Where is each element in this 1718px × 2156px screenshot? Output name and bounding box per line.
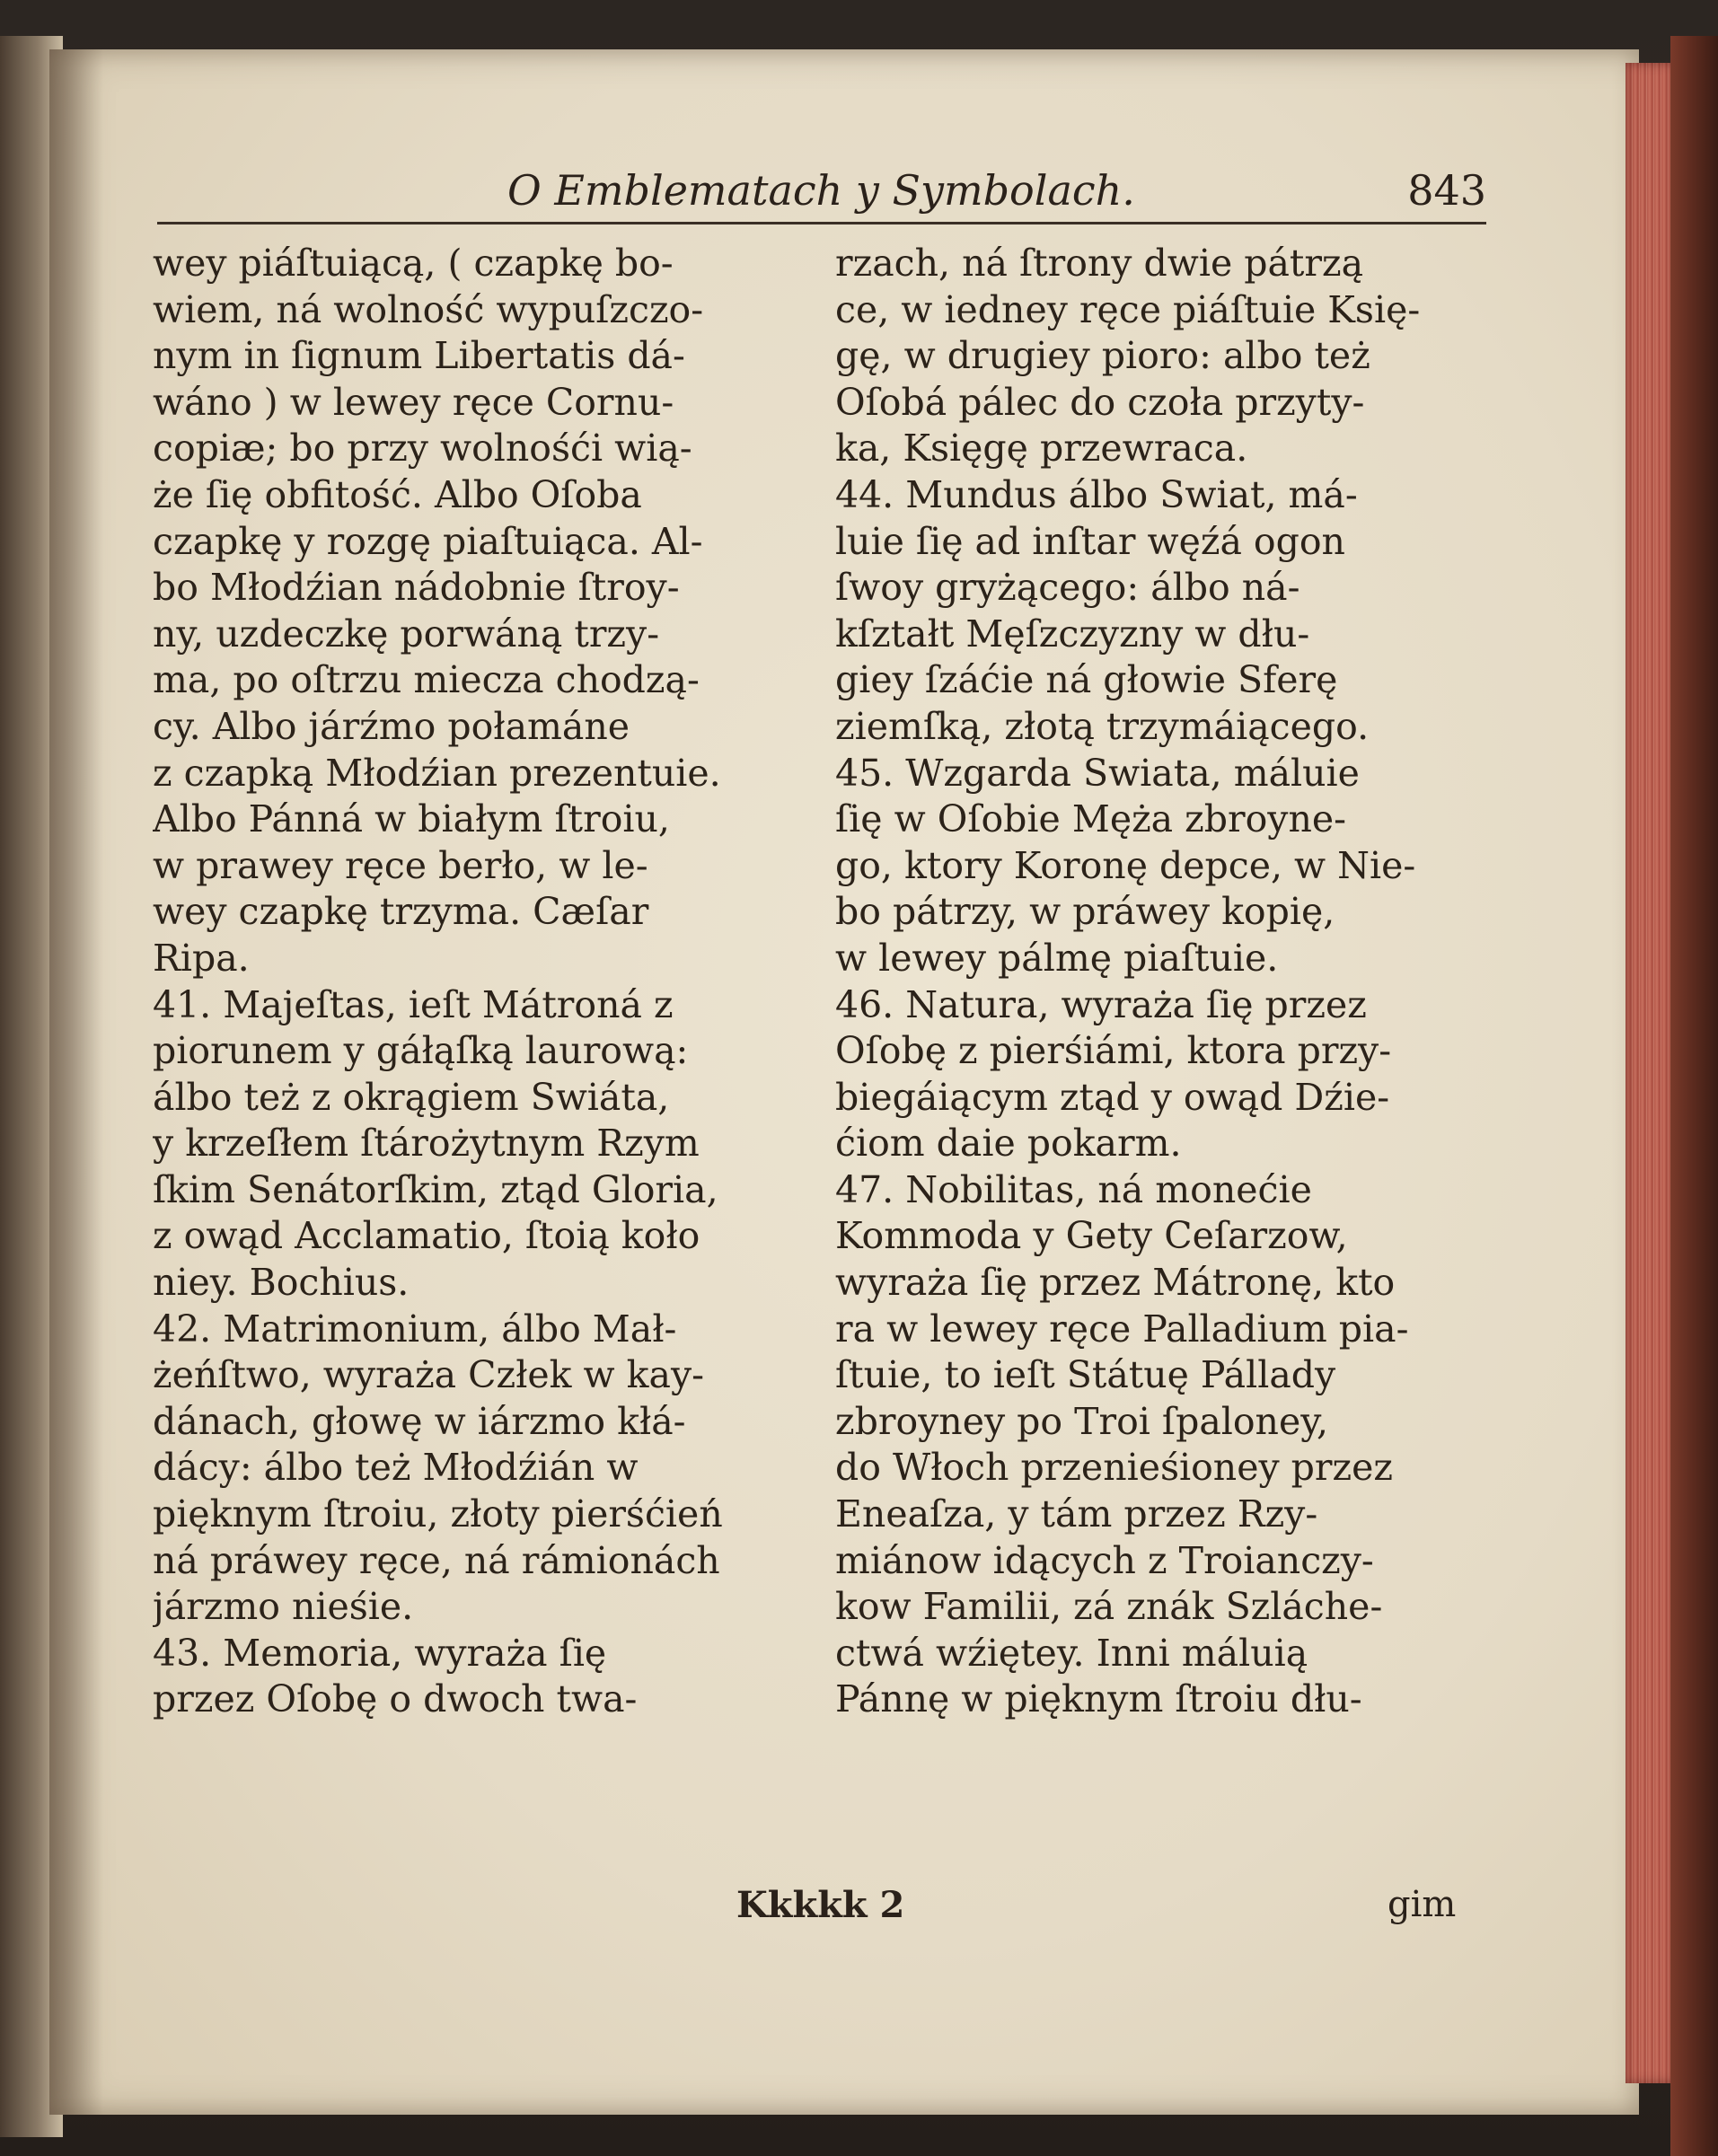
text-line: ce, w iedney ręce piáſtuie Księ- [835,287,1421,331]
text-line: biegáiącym ztąd y owąd Dźie- [835,1075,1390,1119]
text-line: w lewey pálmę piaſtuie. [835,936,1279,980]
page-block-edges [1625,63,1675,2083]
text-line: álbo też z okrągiem Swiáta, [153,1075,670,1119]
text-line: Ripa. [153,936,250,980]
running-title: O Emblematach y Symbolach. [507,166,1135,215]
text-line: 41. Majeſtas, ieſt Mátroná z [153,982,674,1026]
text-line: rzach, ná ſtrony dwie pátrzą [835,242,1364,285]
text-line: go, ktory Koronę depce, w Nie- [835,843,1416,887]
signature-mark: Kkkkk 2 [736,1884,905,1926]
text-line: 45. Wzgarda Swiata, máluie [835,751,1360,795]
text-line: 46. Natura, wyraża ſię przez [835,982,1367,1026]
text-line: ſwoy gryżącego: álbo ná- [835,566,1300,610]
text-line: czapkę y rozgę piaſtuiąca. Al- [153,519,703,563]
text-line: 47. Nobilitas, ná monećie [835,1167,1312,1211]
text-line: ka, Księgę przewraca. [835,427,1248,471]
text-line: miánow idących z Troianczy- [835,1538,1374,1582]
left-text-column [153,241,822,1723]
text-line: piorunem y gáłąſką laurową: [153,1029,689,1073]
text-line: Albo Pánná w białym ſtroiu, [153,797,670,841]
header-rule [157,222,1486,224]
text-line: cy. Albo járźmo połamáne [153,704,630,748]
right-text-column [835,241,1495,1723]
text-line: w prawey ręce berło, w le- [153,843,648,887]
book-cover-edge [1670,36,1718,2156]
text-line: Oſobá pálec do czoła przyty- [835,380,1365,424]
text-line: z owąd Acclamatio, ſtoią koło [153,1214,700,1258]
text-line: niey. Bochius. [153,1261,410,1305]
text-line: y krzeſłem ſtárożytnym Rzym [153,1122,700,1166]
text-line: ctwá wźiętey. Inni máluią [835,1631,1308,1675]
text-line: 42. Matrimonium, álbo Mał- [153,1307,677,1351]
text-line: kſztałt Męſzczyzny w dłu- [835,612,1310,656]
text-line: giey ſzáćie ná głowie Sferę [835,658,1338,702]
text-line: wyraża ſię przez Mátronę, kto [835,1261,1396,1305]
text-line: 44. Mundus álbo Swiat, má- [835,472,1358,516]
text-line: ſtuie, to ieſt Státuę Pállady [835,1353,1336,1397]
catchword: gim [1388,1884,1457,1925]
text-line: wiem, ná wolność wypuſzczo- [153,287,704,331]
text-line: wey piáſtuiącą, ( czapkę bo- [153,242,674,285]
gutter-shadow [49,49,103,2115]
text-line: Eneaſza, y tám przez Rzy- [835,1492,1318,1536]
text-line: ma, po oſtrzu miecza chodzą- [153,658,700,702]
text-line: z czapką Młodźian prezentuie. [153,751,721,795]
text-line: do Włoch przenieśioney przez [835,1446,1393,1490]
text-line: járzmo nieśie. [153,1585,414,1629]
text-line: żeńſtwo, wyraża Człek w kay- [153,1353,704,1397]
text-line: bo pátrzy, w práwey kopię, [835,890,1335,934]
text-line: ziemſką, złotą trzymáiącego. [835,704,1370,748]
text-line: przez Oſobę o dwoch twa- [153,1677,638,1721]
text-line: Pánnę w pięknym ſtroiu dłu- [835,1677,1362,1721]
text-line: ſię w Oſobie Męża zbroyne- [835,797,1346,841]
text-line: dánach, głowę w iárzmo kłá- [153,1399,686,1443]
text-line: gę, w drugiey pioro: albo też [835,334,1370,378]
text-line: Kommoda y Gety Ceſarzow, [835,1214,1348,1258]
text-line: bo Młodźian nádobnie ſtroy- [153,566,680,610]
text-line: ćiom daie pokarm. [835,1122,1182,1166]
text-line: wáno ) w lewey ręce Cornu- [153,380,674,424]
text-line: copiæ; bo przy wolnośći wią- [153,427,692,471]
text-line: ra w lewey ręce Palladium pia- [835,1307,1409,1351]
text-line: zbroyney po Troi ſpaloney, [835,1399,1328,1443]
text-line: kow Familii, zá znák Szláche- [835,1585,1383,1629]
text-line: luie ſię ad inſtar węźá ogon [835,519,1345,563]
text-line: Oſobę z pierśiámi, ktora przy- [835,1029,1392,1073]
text-line: ſkim Senátorſkim, ztąd Gloria, [153,1167,718,1211]
text-line: wey czapkę trzyma. Cæſar [153,890,649,934]
text-line: 43. Memoria, wyraża ſię [153,1631,607,1675]
text-line: ná práwey ręce, ná rámionách [153,1538,720,1582]
running-header [157,166,1486,229]
text-line: że ſię obfitość. Albo Oſoba [153,472,642,516]
page-number: 843 [1407,166,1486,215]
text-line: ny, uzdeczkę porwáną trzy- [153,612,660,656]
text-line: nym in ſignum Libertatis dá- [153,334,685,378]
text-line: pięknym ſtroiu, złoty pierśćień [153,1492,723,1536]
text-line: dácy: álbo też Młodźián w [153,1446,639,1490]
